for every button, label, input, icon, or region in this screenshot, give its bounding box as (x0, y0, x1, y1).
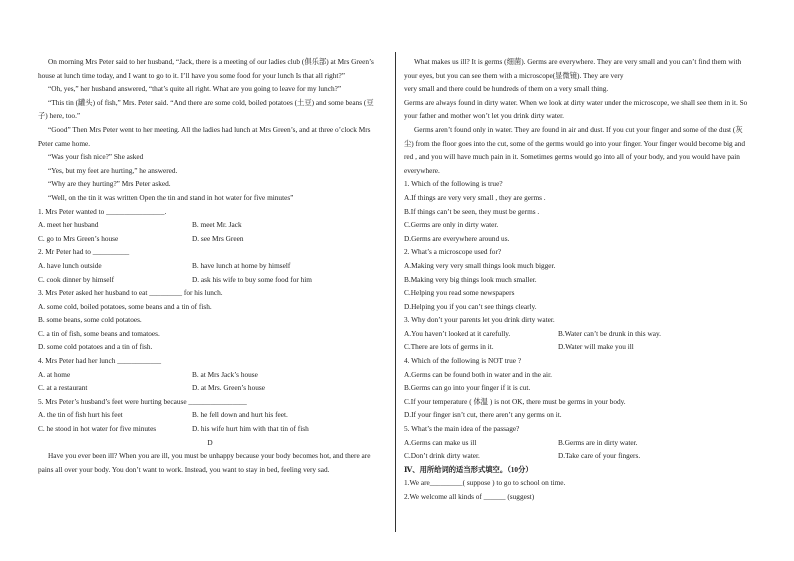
option-row (38, 259, 382, 273)
option[interactable]: B.Making very big things look much smaller. (404, 274, 537, 284)
story-paragraph: “Well, on the tin it was written Open the tin and stand in hot water for five minutes” (48, 192, 294, 202)
question-stem: 3. Mrs Peter asked her husband to eat _________ for his lunch. (38, 288, 223, 298)
option-row (38, 408, 382, 422)
option[interactable]: D.Germs are everywhere around us. (404, 233, 510, 243)
option[interactable]: B.If things can’t be seen, they must be germs . (404, 206, 540, 216)
passage-paragraph: Have you ever been ill? When you are ill, you must be unhappy because your body becomes hot, and there are pains all over your body. You don’t want to work. Instead, you want to stay in bed, feeling very sad. (38, 451, 371, 474)
story-paragraph: “Why are they hurting?” Mrs Peter asked. (48, 179, 171, 189)
option[interactable]: C.Don’t drink dirty water. (404, 451, 480, 461)
option[interactable]: B. he fell down and hurt his feet. (192, 410, 288, 420)
option[interactable]: B.Germs can go into your finger if it is cut. (404, 383, 531, 393)
option[interactable]: A.Germs can be found both in water and in the air. (404, 369, 552, 379)
option-row (404, 340, 752, 354)
story-paragraph: “Oh, yes,” her husband answered, “that’s quite all right. What are you going to leave for my lunch?” (48, 84, 342, 94)
option[interactable]: D. some cold potatoes and a tin of fish. (38, 342, 153, 352)
option[interactable]: C. he stood in hot water for five minutes (38, 424, 157, 434)
option[interactable]: B. at Mrs Jack’s house (192, 369, 258, 379)
right-column (404, 55, 752, 504)
option[interactable]: D. at Mrs. Green’s house (192, 383, 265, 393)
option[interactable]: C.Germs are only in dirty water. (404, 220, 499, 230)
option[interactable]: A. at home (38, 369, 71, 379)
option[interactable]: C.There are lots of germs in it. (404, 342, 494, 352)
option-row (38, 273, 382, 287)
option[interactable]: B. meet Mr. Jack (192, 220, 242, 230)
column-divider (395, 52, 396, 532)
option-row (38, 381, 382, 395)
option[interactable]: A. meet her husband (38, 220, 99, 230)
fill-blank-item[interactable]: 2.We welcome all kinds of ______ (suggest) (404, 492, 535, 501)
story-paragraph: “Was your fish nice?” She asked (48, 152, 144, 162)
option[interactable]: B. some beans, some cold potatoes. (38, 315, 142, 325)
question-stem: 4. Which of the following is NOT true ? (404, 356, 522, 366)
question-stem: 2. Mr Peter had to __________ (38, 247, 130, 257)
option[interactable]: A. the tin of fish hurt his feet (38, 410, 123, 420)
fill-blank-item[interactable]: 1.We are_________( suppose ) to go to school on time. (404, 478, 566, 488)
question-stem: 4. Mrs Peter had her lunch ____________ (38, 356, 162, 366)
story-paragraph: “Yes, but my feet are hurting,” he answered. (48, 165, 178, 175)
option[interactable]: A.You haven’t looked at it carefully. (404, 328, 511, 338)
story-paragraph: On morning Mrs Peter said to her husband, “Jack, there is a meeting of our ladies club (俱乐部) at Mrs Green’s house at lunch time today, and I want to go to it. I’ll have you some food for your lunch Is that all right?” (38, 57, 374, 80)
section-heading: Ⅳ、用所给词的适当形式填空。（10分） (404, 464, 533, 474)
option[interactable]: C. a tin of fish, some beans and tomatoes. (38, 328, 160, 338)
option[interactable]: C.Helping you read some newspapers (404, 288, 515, 298)
story-paragraph: “Good” Then Mrs Peter went to her meeting. All the ladies had lunch at Mrs Green’s, and at three o’clock Mrs Peter came home. (38, 124, 371, 148)
option-row (404, 327, 752, 341)
option[interactable]: D. his wife hurt him with that tin of fish (192, 424, 309, 434)
option-row (404, 449, 752, 463)
passage-paragraph: very small and there could be hundreds of them on a very small thing. (404, 84, 609, 94)
question-stem: 5. Mrs Peter’s husband’s feet were hurting because ________________ (38, 396, 247, 406)
option[interactable]: D. ask his wife to buy some food for him (192, 274, 312, 284)
option[interactable]: C. cook dinner by himself (38, 274, 114, 284)
option[interactable]: C.If your temperature ( 体温 ) is not OK, there must be germs in your body. (404, 396, 626, 406)
option[interactable]: A. some cold, boiled potatoes, some beans and a tin of fish. (38, 301, 212, 311)
option-row (38, 422, 382, 436)
option-row (38, 218, 382, 232)
option[interactable]: D.If your finger isn’t cut, there aren’t any germs on it. (404, 410, 562, 420)
question-stem: 5. What’s the main idea of the passage? (404, 424, 520, 434)
question-stem: 1. Which of the following is true? (404, 179, 503, 189)
option[interactable]: C. go to Mrs Green’s house (38, 233, 119, 243)
question-stem: 3. Why don’t your parents let you drink dirty water. (404, 315, 555, 325)
option[interactable]: B.Water can’t be drunk in this way. (558, 328, 661, 338)
passage-paragraph: What makes us ill? It is germs (细菌). Germs are everywhere. They are very small and you can’t find them with your eyes, but you can see them with a microscope(显微镜). They are very (404, 57, 742, 80)
left-column (38, 55, 382, 476)
section-heading: D (207, 437, 213, 447)
option[interactable]: B.Germs are in dirty water. (558, 437, 638, 447)
option[interactable]: A.Making very very small things look much bigger. (404, 260, 556, 270)
option[interactable]: D. see Mrs Green (192, 233, 244, 243)
option[interactable]: A.If things are very very small , they are germs . (404, 192, 546, 202)
option[interactable]: D.Helping you if you can’t see things clearly. (404, 301, 537, 311)
option[interactable]: A.Germs can make us ill (404, 437, 477, 447)
story-paragraph: “This tin (罐头) of fish,” Mrs. Peter said. “And there are some cold, boiled potatoes (土豆) and some beans (豆子) here, too.” (38, 97, 374, 121)
option[interactable]: D.Water will make you ill (558, 342, 634, 352)
option[interactable]: A. have lunch outside (38, 260, 102, 270)
option-row (404, 436, 752, 450)
option[interactable]: C. at a restaurant (38, 383, 88, 393)
option[interactable]: D.Take care of your fingers. (558, 451, 641, 461)
option-row (38, 368, 382, 382)
option-row (38, 232, 382, 246)
question-stem: 2. What’s a microscope used for? (404, 247, 502, 257)
passage-paragraph: Germs aren’t found only in water. They are found in air and dust. If you cut your finger and some of the dust (灰尘) from the floor goes into the cut, some of the germs would go into your finger. Your finger would become big and red , and you will have much pain in it. Sometimes germs would go into all of your body, and you would have pain everywhere. (404, 124, 746, 175)
option[interactable]: B. have lunch at home by himself (192, 260, 291, 270)
passage-paragraph: Germs are always found in dirty water. When we look at dirty water under the microscope, we shall see them in it. So your father and mother won’t let you drink dirty water. (404, 97, 748, 121)
question-stem: 1. Mrs Peter wanted to ________________. (38, 206, 167, 216)
